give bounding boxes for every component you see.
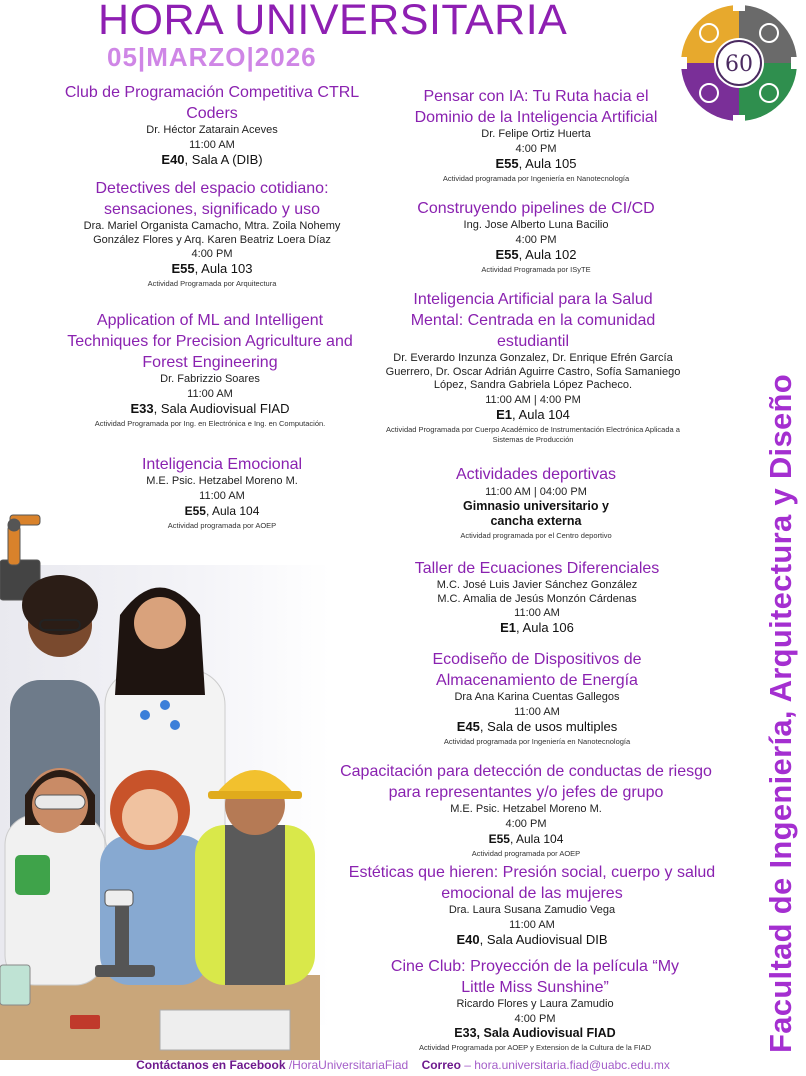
event-people: M.C. José Luis Javier Sánchez González — [436, 579, 638, 591]
event-people: Dr. Everardo Inzunza Gonzalez, Dr. Enrique Efrén García Guerrero, Dr. Oscar Adrián Aguirre Castro, Sofía Samaniego López, Sandra Gabriela López Pacheco. — [385, 352, 681, 391]
event-title: Estéticas que hieren: Presión social, cuerpo y salud emocional de las mujeres — [348, 864, 716, 902]
event-people: Ing. Jose Alberto Luna Bacilio — [463, 219, 609, 231]
event-note: Actividad programada por Ingeniería en Nanotecnología — [443, 736, 631, 746]
event-location: E55, Aula 105 — [495, 155, 577, 171]
event-time: 4:00 PM — [515, 142, 557, 155]
event-people: Dr. Fabrizzio Soares — [160, 373, 260, 385]
event-title: Ecodiseño de Dispositivos de Almacenamiento de Energía — [432, 651, 642, 689]
event-title: Club de Programación Competitiva CTRL Coders — [64, 84, 360, 122]
event-location: E40, Sala Audiovisual DIB — [456, 931, 608, 947]
event-title: Construyendo pipelines de CI/CD — [417, 200, 655, 217]
event-location: E1, Aula 106 — [500, 620, 574, 635]
event-time: 4:00 PM — [515, 233, 557, 246]
event-title: Application of ML and Intelligent Techniques for Precision Agriculture and Forest Engineering — [67, 312, 353, 371]
event-left-4 — [72, 454, 372, 531]
facebook-link[interactable]: /HoraUniversitariaFiad — [285, 1058, 409, 1072]
event-right-3 — [372, 289, 694, 445]
event-location: E33, Sala Audiovisual FIAD — [130, 400, 290, 416]
event-location: E40, Sala A (DIB) — [161, 151, 263, 167]
facebook-label: Contáctanos en Facebook — [136, 1058, 286, 1072]
event-left-2 — [62, 178, 362, 289]
event-location: E55, Aula 104 — [488, 831, 564, 846]
event-time: 11:00 AM — [509, 918, 555, 931]
event-note: Actividad programada por AOEP — [471, 848, 581, 858]
event-people: Dr. Héctor Zatarain Aceves — [146, 124, 278, 136]
event-right-4 — [376, 464, 696, 541]
email-label: Correo — [421, 1058, 461, 1072]
event-time: 11:00 AM | 04:00 PM — [485, 486, 587, 498]
event-time: 11:00 AM | 4:00 PM — [485, 393, 581, 406]
event-time: 11:00 AM — [199, 489, 245, 502]
event-title: Taller de Ecuaciones Diferenciales — [414, 560, 660, 577]
event-title: Inteligencia Artificial para la Salud Mental: Centrada en la comunidad estudiantil — [410, 291, 656, 350]
event-right-9 — [345, 956, 725, 1053]
logo-badge: 60 — [725, 52, 753, 77]
event-people: Dr. Felipe Ortiz Huerta — [481, 128, 591, 140]
event-people: Ricardo Flores y Laura Zamudio — [456, 998, 614, 1010]
event-time: 11:00 AM — [514, 607, 560, 619]
event-time: 11:00 AM — [514, 705, 560, 718]
event-left-1 — [62, 82, 362, 168]
event-right-2 — [376, 198, 696, 275]
event-date: 05|MARZO|2026 — [107, 42, 317, 72]
event-note: Actividad Programada por ISyTE — [481, 264, 591, 274]
event-time: 4:00 PM — [191, 248, 233, 260]
event-location: E55, Aula 102 — [495, 246, 577, 262]
event-left-3 — [60, 310, 360, 429]
event-time: 11:00 AM — [189, 138, 235, 151]
event-people: M.E. Psic. Hetzabel Moreno M. — [450, 803, 602, 815]
event-title: Capacitación para detección de conductas de riesgo para representantes y/o jefes de grupo — [340, 763, 712, 801]
event-right-8 — [342, 862, 722, 948]
event-time: 4:00 PM — [505, 817, 547, 830]
students-illustration — [0, 505, 340, 1060]
event-location: E55, Aula 103 — [171, 261, 253, 276]
event-people: Dra. Laura Susana Zamudio Vega — [448, 904, 616, 916]
event-time: 4:00 PM — [514, 1012, 556, 1025]
event-note: Actividad Programada por AOEP y Extension de la Cultura de la FIAD — [418, 1042, 652, 1052]
event-location: E1, Aula 104 — [496, 406, 570, 422]
event-people: Dra. Mariel Organista Camacho, Mtra. Zoila Nohemy González Flores y Arq. Karen Beatriz Loera Díaz — [83, 220, 341, 246]
event-right-1 — [376, 86, 696, 184]
event-title: Inteligencia Emocional — [141, 456, 303, 473]
poster-title: HORA UNIVERSITARIA — [98, 0, 568, 44]
event-location: Gimnasio universitario y cancha externa — [463, 499, 609, 528]
event-right-7 — [338, 761, 714, 859]
event-title: Actividades deportivas — [455, 466, 617, 483]
event-time: 11:00 AM — [187, 387, 233, 400]
event-note: Actividad programada por el Centro deportivo — [460, 531, 612, 540]
contact-footer — [0, 1058, 806, 1072]
event-note: Actividad Programada por Arquitectura — [147, 279, 277, 288]
event-location: E55, Aula 104 — [184, 503, 260, 518]
event-right-5 — [362, 558, 712, 636]
event-location: E33, Sala Audiovisual FIAD — [454, 1025, 616, 1040]
event-right-6 — [362, 649, 712, 747]
event-note: Actividad Programada por Ing. en Electrónica e Ing. en Computación. — [94, 418, 326, 428]
event-title: Detectives del espacio cotidiano: sensaciones, significado y uso — [95, 180, 329, 218]
event-note: Actividad Programada por Cuerpo Académico de Instrumentación Electrónica Aplicada a Sistemas de Producción — [386, 424, 680, 444]
event-note: Actividad programada por AOEP — [167, 520, 277, 530]
event-title: Pensar con IA: Tu Ruta hacia el Dominio de la Inteligencia Artificial — [414, 88, 658, 126]
event-note: Actividad programada por Ingeniería en Nanotecnología — [442, 173, 630, 183]
email-link[interactable]: – hora.universitaria.fiad@uabc.edu.mx — [460, 1058, 670, 1072]
event-title: Cine Club: Proyección de la película “My Little Miss Sunshine” — [390, 958, 680, 996]
faculty-name: Facultad de Ingeniería, Arquitectura y Diseño — [763, 373, 798, 1053]
event-people: Dra Ana Karina Cuentas Gallegos — [454, 691, 620, 703]
event-people: M.E. Psic. Hetzabel Moreno M. — [146, 475, 298, 487]
event-location: E45, Sala de usos multiples — [456, 718, 618, 734]
event-people-2: M.C. Amalia de Jesús Monzón Cárdenas — [437, 592, 637, 605]
